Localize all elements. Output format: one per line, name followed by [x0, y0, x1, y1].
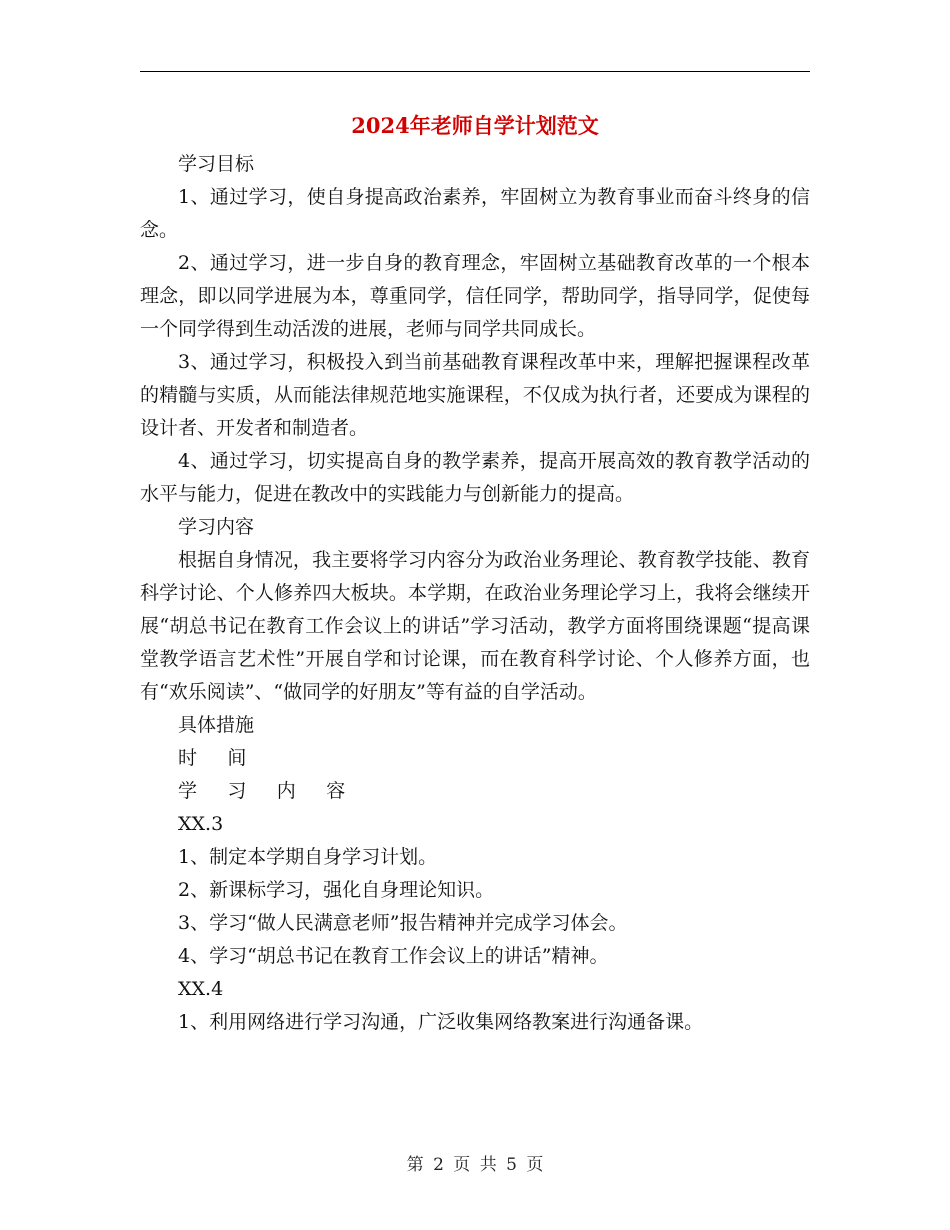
page-footer — [140, 1153, 810, 1177]
document-body — [140, 148, 810, 1039]
column-label-content — [140, 775, 810, 808]
column-label-time-text: 时间 — [178, 747, 277, 769]
content-paragraph: 根据自身情况，我主要将学习内容分为政治业务理论、教育教学技能、教育科学讨论、个人修养四大板块。本学期，在政治业务理论学习上，我将会继续开展“胡总书记在教育工作会议上的讲话”学习活动，教学方面将围绕课题“提高课堂教学语言艺术性”开展自学和讨论课，而在教育科学讨论、个人修养方面，也有“欢乐阅读”、“做同学的好朋友”等有益的自学活动。 — [140, 549, 810, 703]
month3-item-4: 4、学习“胡总书记在教育工作会议上的讲话”精神。 — [178, 945, 609, 967]
header-rule — [140, 71, 810, 72]
goal-paragraph-4: 4、通过学习，切实提高自身的教学素养，提高开展高效的教育教学活动的水平与能力，促进在教改中的实践能力与创新能力的提高。 — [140, 450, 810, 505]
goal-paragraph-1: 1、通过学习，使自身提高政治素养，牢固树立为教育事业而奋斗终身的信念。 — [140, 186, 810, 241]
section-heading-content: 学习内容 — [178, 516, 255, 538]
footer-suffix: 页 — [526, 1155, 544, 1175]
footer-page-label: 页 — [453, 1155, 471, 1175]
month3-item-3: 3、学习“做人民满意老师”报告精神并完成学习体会。 — [178, 912, 628, 934]
footer-current-page: 2 — [433, 1155, 444, 1175]
footer-total-pages: 5 — [506, 1155, 517, 1175]
section-heading-goals: 学习目标 — [178, 153, 255, 175]
footer-total-label: 共 — [479, 1155, 497, 1175]
column-label-content-text: 学习内容 — [178, 780, 376, 802]
month4-item-1: 1、利用网络进行学习沟通，广泛收集网络教案进行沟通备课。 — [178, 1011, 704, 1033]
month3-item-2: 2、新课标学习，强化自身理论知识。 — [178, 879, 495, 901]
column-label-time — [140, 742, 810, 775]
month-label-4: XX.4 — [178, 978, 224, 1000]
goal-paragraph-3: 3、通过学习，积极投入到当前基础教育课程改革中来，理解把握课程改革的精髓与实质，从而能法律规范地实施课程，不仅成为执行者，还要成为课程的设计者、开发者和制造者。 — [140, 351, 810, 439]
document-title: 2024年老师自学计划范文 — [351, 113, 599, 138]
goal-paragraph-2: 2、通过学习，进一步自身的教育理念，牢固树立基础教育改革的一个根本理念，即以同学进展为本，尊重同学，信任同学，帮助同学，指导同学，促使每一个同学得到生动活泼的进展，老师与同学共同成长。 — [140, 252, 810, 340]
section-heading-measures: 具体措施 — [178, 714, 255, 736]
month-label-3: XX.3 — [178, 813, 224, 835]
month3-item-1: 1、制定本学期自身学习计划。 — [178, 846, 438, 868]
footer-prefix: 第 — [406, 1155, 424, 1175]
